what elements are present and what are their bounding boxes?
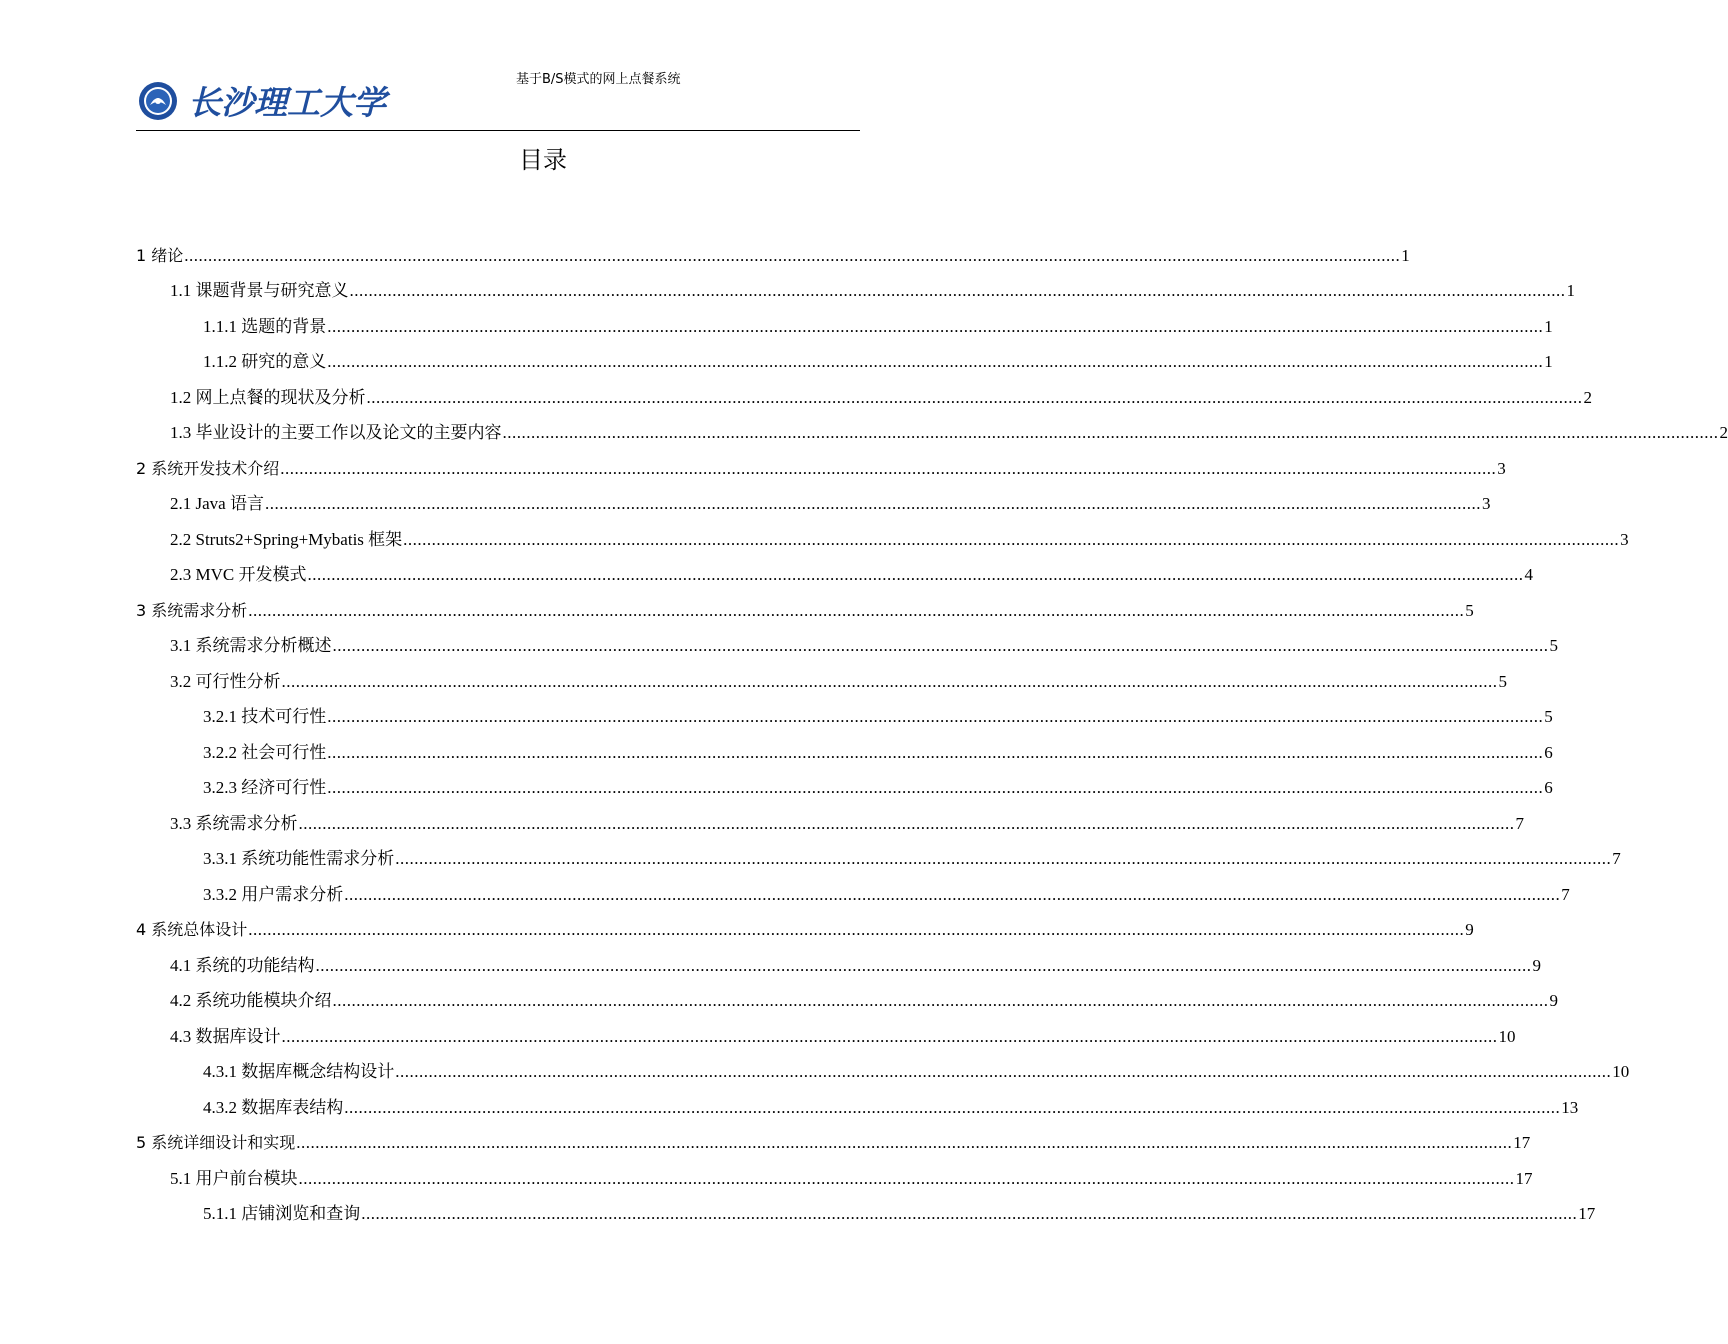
toc-entry[interactable] bbox=[136, 514, 1629, 550]
toc-page-number: 1 bbox=[1544, 316, 1553, 336]
toc-entry-title: 1.2 网上点餐的现状及分析 bbox=[170, 387, 366, 407]
toc-dot-leader bbox=[299, 1169, 1515, 1189]
toc-entry-title: 3.3.2 用户需求分析 bbox=[203, 884, 344, 904]
toc-entry[interactable] bbox=[136, 230, 1410, 266]
toc-entry[interactable] bbox=[136, 976, 1558, 1012]
toc-entry[interactable] bbox=[136, 834, 1621, 870]
toc-page-number: 3 bbox=[1481, 494, 1491, 513]
page-header bbox=[136, 62, 860, 131]
toc-page-number: 9 bbox=[1549, 991, 1558, 1010]
toc-entry[interactable] bbox=[136, 1189, 1596, 1225]
toc-entry-title: 3 系统需求分析 bbox=[136, 600, 248, 620]
toc-entry[interactable] bbox=[136, 905, 1474, 941]
toc-entry-title: 3.1 系统需求分析概述 bbox=[170, 636, 332, 655]
toc-entry-title: 4.3.2 数据库表结构 bbox=[203, 1097, 344, 1117]
toc-dot-leader bbox=[367, 388, 1583, 408]
toc-entry[interactable] bbox=[136, 1047, 1630, 1083]
toc-entry-title: 2.2 Struts2+Spring+Mybatis 框架 bbox=[170, 529, 403, 549]
toc-page-number: 1 bbox=[1401, 245, 1410, 265]
toc-dot-leader bbox=[327, 352, 1543, 372]
toc-dot-leader bbox=[282, 1027, 1498, 1047]
header-title: 基于B/S模式的网上点餐系统 bbox=[516, 72, 681, 87]
toc-dot-leader bbox=[265, 494, 1481, 514]
toc-entry[interactable] bbox=[136, 869, 1570, 905]
toc-entry[interactable] bbox=[136, 372, 1592, 408]
toc-entry-title: 4.1 系统的功能结构 bbox=[170, 955, 315, 975]
toc-entry-title: 1.1 课题背景与研究意义 bbox=[170, 281, 349, 300]
toc-page-number: 2 bbox=[1583, 387, 1592, 407]
toc-page-number: 7 bbox=[1515, 813, 1524, 833]
toc-entry-title: 3.2 可行性分析 bbox=[170, 671, 281, 691]
toc-dot-leader bbox=[307, 565, 1523, 585]
toc-entry[interactable] bbox=[136, 266, 1575, 302]
toc-page-number: 2 bbox=[1719, 423, 1728, 442]
toc-title: 目录 bbox=[519, 146, 567, 174]
toc-entry[interactable] bbox=[136, 656, 1507, 692]
toc-entry[interactable] bbox=[136, 1153, 1533, 1189]
toc-page-number: 17 bbox=[1513, 1133, 1531, 1152]
toc-entry[interactable] bbox=[136, 940, 1541, 976]
university-name-logo bbox=[188, 81, 386, 123]
toc-dot-leader bbox=[333, 991, 1549, 1011]
toc-dot-leader bbox=[344, 885, 1560, 905]
toc-page-number: 1 bbox=[1544, 352, 1553, 371]
toc-page-number: 6 bbox=[1544, 778, 1553, 797]
toc-entry-title: 1 绪论 bbox=[136, 245, 184, 265]
toc-dot-leader bbox=[280, 459, 1496, 479]
toc-entry[interactable] bbox=[136, 337, 1553, 373]
toc-dot-leader bbox=[344, 1098, 1560, 1118]
toc-entry[interactable] bbox=[136, 1082, 1579, 1118]
toc-dot-leader bbox=[327, 317, 1543, 337]
toc-page-number: 9 bbox=[1532, 955, 1541, 975]
toc-page-number: 9 bbox=[1465, 920, 1474, 939]
toc-entry-title: 4 系统总体设计 bbox=[136, 920, 248, 939]
toc-dot-leader bbox=[333, 636, 1549, 656]
toc-dot-leader bbox=[503, 423, 1719, 443]
toc-entry-title: 1.3 毕业设计的主要工作以及论文的主要内容 bbox=[170, 423, 502, 442]
toc-dot-leader bbox=[327, 778, 1543, 798]
toc-dot-leader bbox=[248, 920, 1464, 940]
toc-entry-title: 5.1.1 店铺浏览和查询 bbox=[203, 1204, 361, 1223]
toc-page-number: 10 bbox=[1498, 1026, 1516, 1046]
toc-entry-title: 3.2.1 技术可行性 bbox=[203, 707, 327, 726]
toc-entry-title: 3.3.1 系统功能性需求分析 bbox=[203, 849, 395, 868]
toc-page-number: 13 bbox=[1561, 1097, 1579, 1117]
toc-entry-title: 3.2.3 经济可行性 bbox=[203, 778, 327, 797]
toc-entry[interactable] bbox=[136, 479, 1491, 515]
toc-entry[interactable] bbox=[136, 443, 1506, 479]
toc-entry-title: 2.1 Java 语言 bbox=[170, 494, 264, 513]
toc-dot-leader bbox=[350, 281, 1566, 301]
toc-page-number: 7 bbox=[1561, 884, 1570, 904]
toc-dot-leader bbox=[395, 1062, 1611, 1082]
toc-entry-title: 3.3 系统需求分析 bbox=[170, 813, 298, 833]
toc-entry-title: 1.1.1 选题的背景 bbox=[203, 316, 327, 336]
toc-entry[interactable] bbox=[136, 798, 1524, 834]
toc-entry[interactable] bbox=[136, 692, 1553, 728]
toc-dot-leader bbox=[282, 672, 1498, 692]
toc-page-number: 7 bbox=[1612, 849, 1621, 868]
toc-entry[interactable] bbox=[136, 585, 1474, 621]
toc-page-number: 3 bbox=[1620, 529, 1629, 549]
toc-entry[interactable] bbox=[136, 727, 1553, 763]
toc-entry[interactable] bbox=[136, 763, 1553, 799]
toc-entry-title: 2.3 MVC 开发模式 bbox=[170, 565, 307, 584]
table-of-contents bbox=[136, 230, 1728, 1224]
toc-dot-leader bbox=[299, 814, 1515, 834]
toc-page-number: 4 bbox=[1524, 565, 1533, 584]
toc-entry-title: 5.1 用户前台模块 bbox=[170, 1168, 298, 1188]
toc-page-number: 5 bbox=[1465, 600, 1474, 620]
toc-page-number: 17 bbox=[1515, 1168, 1533, 1188]
toc-page-number: 17 bbox=[1578, 1204, 1596, 1223]
toc-page-number: 10 bbox=[1612, 1062, 1630, 1081]
svg-text:长沙理工大学: 长沙理工大学 bbox=[188, 83, 386, 122]
toc-entry-title: 2 系统开发技术介绍 bbox=[136, 458, 280, 478]
toc-entry[interactable] bbox=[136, 621, 1558, 657]
toc-entry-title: 3.2.2 社会可行性 bbox=[203, 742, 327, 762]
toc-page-number: 5 bbox=[1544, 707, 1553, 726]
toc-dot-leader bbox=[316, 956, 1532, 976]
toc-page-number: 5 bbox=[1498, 671, 1507, 691]
toc-dot-leader bbox=[296, 1133, 1512, 1153]
toc-page-number: 5 bbox=[1549, 636, 1558, 655]
toc-entry-title: 5 系统详细设计和实现 bbox=[136, 1133, 296, 1152]
toc-dot-leader bbox=[184, 246, 1400, 266]
toc-page-number: 3 bbox=[1497, 458, 1506, 478]
university-seal-icon bbox=[138, 81, 178, 121]
toc-entry-title: 4.2 系统功能模块介绍 bbox=[170, 991, 332, 1010]
toc-entry[interactable] bbox=[136, 408, 1728, 444]
toc-entry[interactable] bbox=[136, 550, 1533, 586]
toc-entry[interactable] bbox=[136, 301, 1553, 337]
toc-dot-leader bbox=[403, 530, 1619, 550]
toc-entry-title: 4.3 数据库设计 bbox=[170, 1026, 281, 1046]
toc-dot-leader bbox=[327, 743, 1543, 763]
toc-dot-leader bbox=[395, 849, 1611, 869]
toc-dot-leader bbox=[327, 707, 1543, 727]
toc-page-number: 6 bbox=[1544, 742, 1553, 762]
toc-entry-title: 1.1.2 研究的意义 bbox=[203, 352, 327, 371]
toc-entry-title: 4.3.1 数据库概念结构设计 bbox=[203, 1062, 395, 1081]
toc-entry[interactable] bbox=[136, 1118, 1531, 1154]
toc-entry[interactable] bbox=[136, 1011, 1516, 1047]
toc-dot-leader bbox=[248, 601, 1464, 621]
toc-dot-leader bbox=[361, 1204, 1577, 1224]
toc-page-number: 1 bbox=[1566, 281, 1575, 300]
